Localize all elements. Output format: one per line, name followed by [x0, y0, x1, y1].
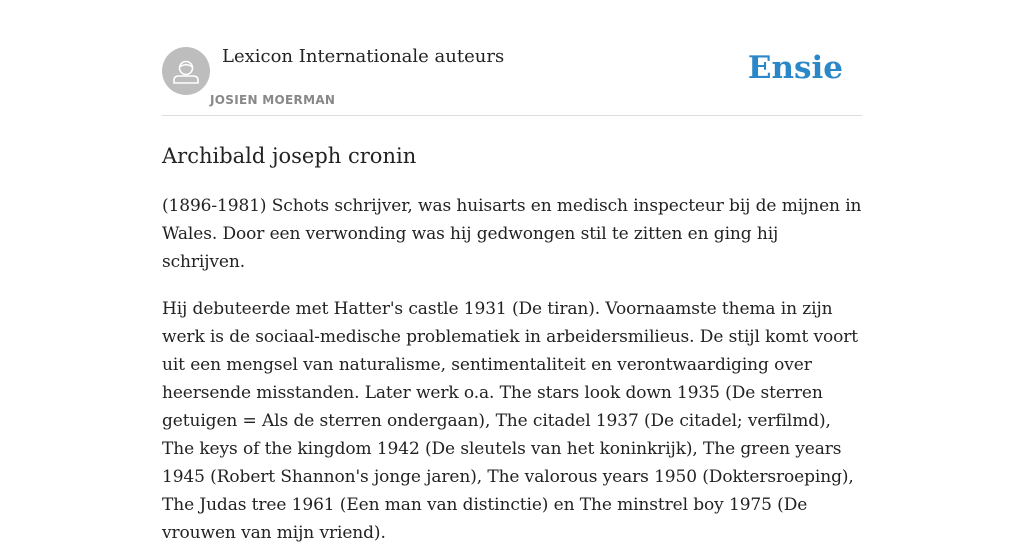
book-title-link[interactable]: Lexicon Internationale auteurs — [222, 46, 505, 67]
ensie-logo[interactable]: Ensie — [747, 50, 843, 86]
header — [162, 0, 862, 116]
author-name-link[interactable]: JOSIEN MOERMAN — [210, 93, 336, 107]
article-paragraph-2: Hij debuteerde met Hatter's castle 1931 (De tiran). Voornaamste thema in zijn werk is de sociaal-medische problematiek in arbeidersmilieus. De stijl komt voort uit een mengsel van naturalisme, sentimentaliteit en verontwaardiging over heersende misstanden. Later werk o.a. The stars look down 1935 (De sterren getuigen = Als de sterren ondergaan), The citadel 1937 (De citadel; verfilmd), The keys of the kingdom 1942 (De sleutels van het koninkrijk), The green years 1945 (Robert Shannon's jonge jaren), The valorous years 1950 (Doktersroeping), The Judas tree 1961 (Een man van distinctie) en The minstrel boy 1975 (De vrouwen van mijn vriend). — [162, 299, 859, 543]
article-paragraph-1: (1896-1981) Schots schrijver, was huisarts en medisch inspecteur bij de mijnen in Wales. Door een verwonding was hij gedwongen stil te zitten en ging hij schrijven. — [162, 196, 862, 272]
avatar[interactable] — [162, 47, 210, 95]
article-title: Archibald joseph cronin — [162, 144, 417, 168]
user-placeholder-icon — [162, 47, 210, 95]
content-container — [162, 0, 862, 547]
